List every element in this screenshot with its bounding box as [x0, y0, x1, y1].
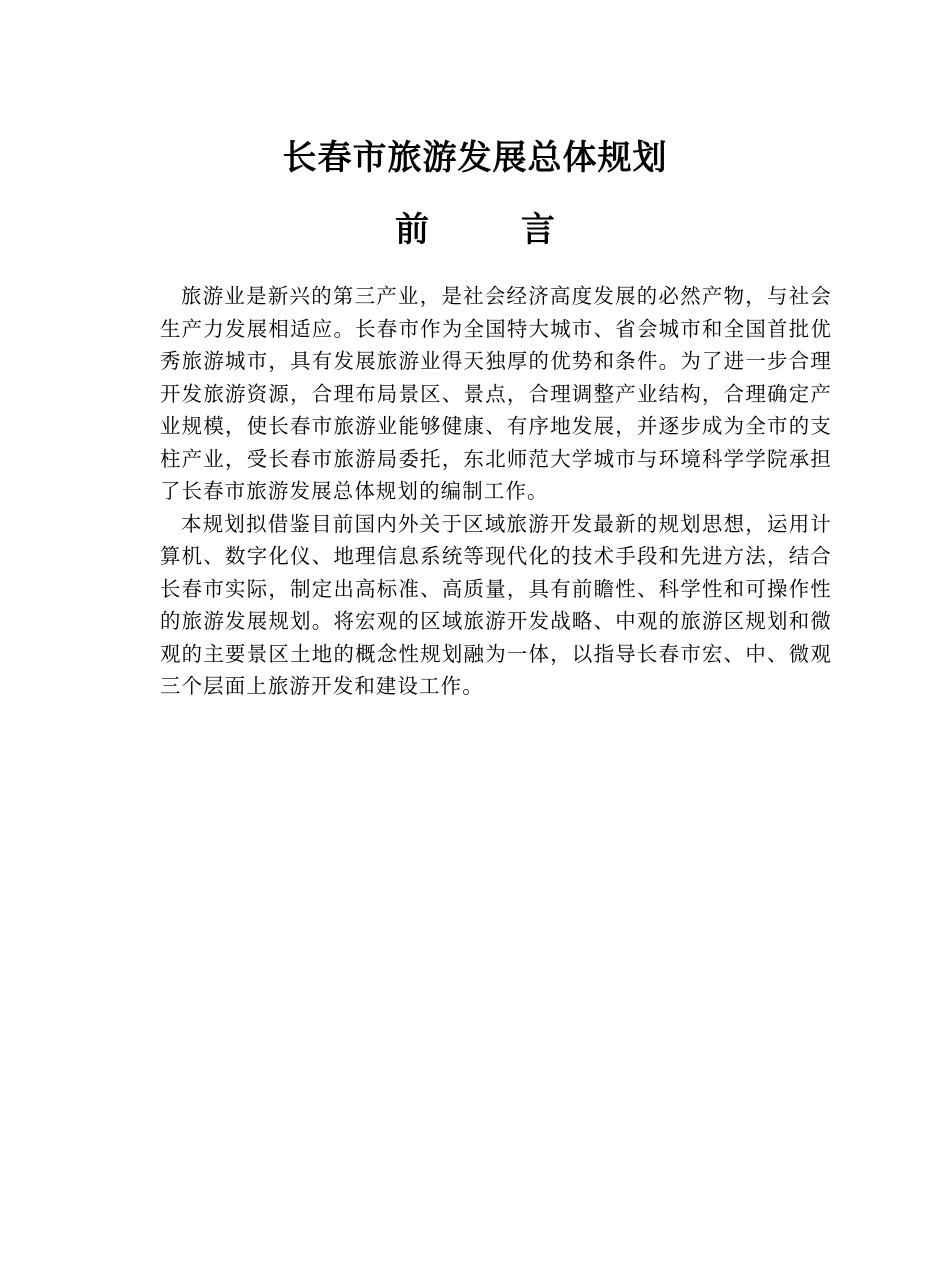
preface-body — [160, 280, 832, 703]
document-title: 长春市旅游发展总体规划 — [282, 138, 668, 178]
preface-paragraph-1: 旅游业是新兴的第三产业，是社会经济高度发展的必然产物，与社会生产力发展相适应。长春市作为全国特大城市、省会城市和全国首批优秀旅游城市，具有发展旅游业得天独厚的优势和条件。为了进一步合理开发旅游资源，合理布局景区、景点，合理调整产业结构，合理确定产业规模，使长春市旅游业能够健康、有序地发展，并逐步成为全市的支柱产业，受长春市旅游局委托，东北师范大学城市与环境科学学院承担了长春市旅游发展总体规划的编制工作。 — [160, 284, 832, 503]
section-heading-preface: 前 言 — [395, 210, 595, 250]
preface-paragraph-2: 本规划拟借鉴目前国内外关于区域旅游开发最新的规划思想，运用计算机、数字化仪、地理信息系统等现代化的技术手段和先进方法，结合长春市实际，制定出高标准、高质量，具有前瞻性、科学性和可操作性的旅游发展规划。将宏观的区域旅游开发战略、中观的旅游区规划和微观的主要景区土地的概念性规划融为一体，以指导长春市宏、中、微观三个层面上旅游开发和建设工作。 — [160, 511, 832, 698]
